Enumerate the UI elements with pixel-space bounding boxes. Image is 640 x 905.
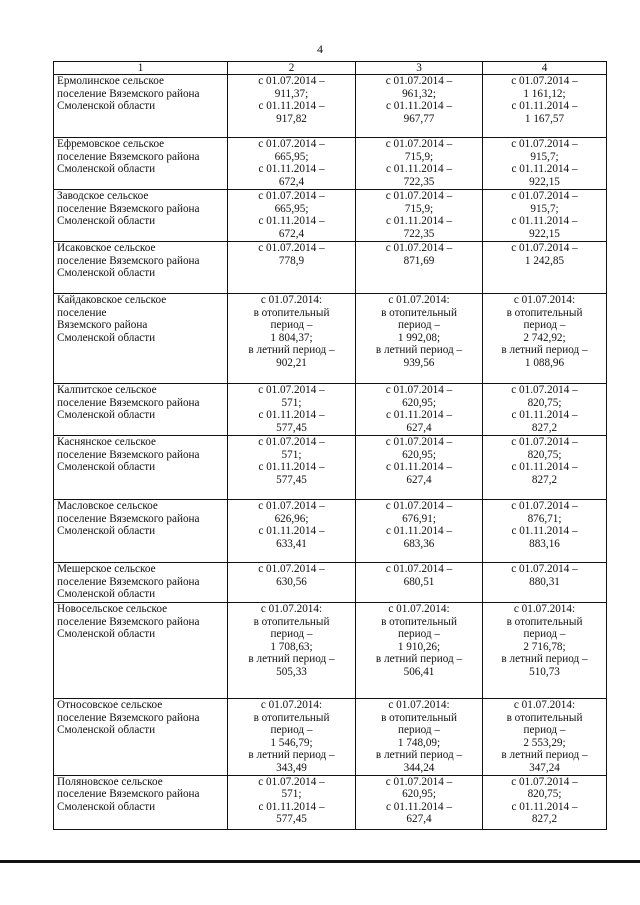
cell-line: Смоленской области [57,724,156,737]
cell-line: с 01.11.2014 – [385,409,453,422]
tariff-cell-col2 [228,563,356,603]
cell-line: 917,82 [276,112,307,125]
cell-line: с 01.07.2014: [260,294,323,306]
cell-line: 627,4 [406,473,432,486]
cell-line: Смоленской области [57,588,156,601]
header-cell-2: 2 [228,62,356,75]
cell-line: 820,75; [527,788,562,801]
cell-line: Каснянское сельское [57,436,156,448]
tariff-cell-col3 [356,563,483,603]
cell-line: 577,45 [276,813,307,826]
cell-line: Смоленской области [57,628,156,641]
cell-line: с 01.07.2014 – [385,138,453,150]
tariff-cell-col4 [483,563,607,603]
cell-line: в летний период – [501,749,588,762]
tariff-cell-col3 [356,699,483,776]
cell-line: 665,95; [274,202,309,215]
tariff-cell-col2 [228,775,356,829]
cell-line: 715,9; [404,150,434,163]
table-body [54,62,607,830]
cell-line: Ефремовское сельское [57,138,165,150]
cell-line: Кайдаковское сельское [57,294,167,306]
tariff-cell-col4 [483,775,607,829]
header-cell-1: 1 [54,62,228,75]
cell-line: 715,9; [404,202,434,215]
cell-line: с 01.11.2014 – [511,163,578,176]
cell-line: в летний период – [375,749,463,762]
cell-line: с 01.11.2014 – [511,409,578,422]
cell-line: с 01.11.2014 – [385,461,453,474]
cell-line: с 01.11.2014 – [511,525,578,538]
cell-line: 820,75; [527,396,562,409]
cell-line: 680,51 [403,575,435,588]
cell-line: 722,35 [403,175,435,188]
cell-line: с 01.07.2014 – [511,242,578,254]
cell-line: с 01.07.2014 – [385,775,453,788]
cell-line: Смоленской области [57,409,156,422]
table-row [54,242,607,294]
cell-line: 1 161,12; [523,87,566,100]
cell-line: 939,56 [403,356,435,369]
table-row [54,190,607,242]
tariff-cell-col3 [356,603,483,699]
cell-line: 922,15 [529,175,560,188]
cell-line: с 01.11.2014 – [258,100,325,113]
cell-line: 620,95; [402,396,436,409]
cell-line: 347,24 [529,761,560,774]
cell-line: 1 167,57 [524,112,565,125]
cell-line: в отопительный [253,615,330,628]
cell-line: 665,95; [274,150,309,163]
cell-line: 722,35 [403,227,435,240]
cell-line: в отопительный [381,615,457,628]
cell-line: с 01.07.2014 – [385,436,453,448]
settlement-name-cell [54,242,228,294]
cell-line: с 01.07.2014 – [258,384,325,396]
cell-line: Мешерское сельское [57,563,156,575]
cell-line: в отопительный [506,615,583,628]
cell-line: 1 242,85 [524,254,565,267]
cell-line: 1 546,79; [270,736,313,749]
cell-line: 571; [281,448,302,461]
cell-line: в отопительный [253,711,330,724]
table-row [54,75,607,138]
cell-line: с 01.07.2014 – [511,138,578,150]
settlement-name-cell [54,138,228,190]
cell-line: в летний период – [248,749,335,762]
cell-line: с 01.11.2014 – [511,215,578,228]
cell-line: Смоленской области [57,461,156,474]
tariff-cell-col4 [483,436,607,500]
cell-line: поселение Вяземского района [57,575,200,588]
settlement-name-cell [54,563,228,603]
cell-line: в отопительный [506,306,583,319]
cell-line: период – [523,628,566,641]
tariff-cell-col2 [228,436,356,500]
cell-line: с 01.07.2014 – [385,563,453,575]
cell-line: 630,56 [276,575,307,588]
cell-line: в летний период – [248,653,335,666]
cell-line: поселение Вяземского района [57,788,200,801]
cell-line: 967,77 [403,112,435,125]
cell-line: с 01.11.2014 – [385,100,453,113]
cell-line: период – [523,724,566,737]
cell-line: 627,4 [406,421,432,434]
cell-line: 672,4 [278,227,305,240]
cell-line: в отопительный [506,711,583,724]
cell-line: с 01.07.2014: [513,603,576,615]
cell-line: в отопительный [381,306,457,319]
cell-line: период – [270,724,313,737]
settlement-name-cell [54,190,228,242]
tariff-cell-col3 [356,138,483,190]
cell-line: с 01.11.2014 – [385,800,453,813]
tariff-cell-col4 [483,699,607,776]
tariff-cell-col4 [483,500,607,563]
cell-line: поселение Вяземского района [57,202,200,215]
cell-line: с 01.07.2014 – [258,500,325,512]
cell-line: 871,69 [403,254,435,267]
cell-line: с 01.11.2014 – [385,215,453,228]
cell-line: в летний период – [501,344,588,357]
cell-line: 506,41 [403,665,435,678]
settlement-name-cell [54,75,228,138]
cell-line: с 01.11.2014 – [385,163,453,176]
settlement-name-cell [54,699,228,776]
cell-line: с 01.07.2014 – [385,190,453,202]
cell-line: поселение Вяземского района [57,396,200,409]
cell-line: 876,71; [527,512,562,525]
cell-line: с 01.07.2014: [260,603,323,615]
page-number: 4 [317,42,323,56]
tariff-table [53,61,607,830]
cell-line: поселение Вяземского района [57,512,200,525]
cell-line: период – [398,628,440,641]
table-row [54,294,607,384]
tariff-cell-col3 [356,294,483,384]
cell-line: с 01.11.2014 – [258,525,325,538]
cell-line: 505,33 [276,665,307,678]
cell-line: с 01.07.2014 – [511,384,578,396]
cell-line: 961,32; [402,87,436,100]
tariff-cell-col2 [228,384,356,436]
cell-line: 627,4 [406,813,432,826]
cell-line: 683,36 [403,537,435,550]
tariff-cell-col2 [228,138,356,190]
cell-line: поселение Вяземского района [57,254,200,267]
cell-line: 778,9 [278,254,305,267]
cell-line: 672,4 [278,175,305,188]
tariff-cell-col4 [483,190,607,242]
tariff-cell-col3 [356,436,483,500]
cell-line: Калпитское сельское [57,384,157,396]
cell-line: поселение Вяземского района [57,87,200,100]
cell-line: период – [398,724,440,737]
cell-line: 1 910,26; [397,640,441,653]
cell-line: Новосельское сельское [57,603,168,615]
tariff-cell-col3 [356,242,483,294]
cell-line: поселение Вяземского района [57,448,200,461]
cell-line: 880,31 [529,575,560,588]
cell-line: 915,7; [530,202,559,215]
cell-line: 1 708,63; [270,640,313,653]
cell-line: 902,21 [276,356,307,369]
cell-line: с 01.07.2014: [388,699,450,711]
cell-line: с 01.07.2014 – [385,500,453,512]
cell-line: с 01.07.2014 – [258,563,325,575]
cell-line: с 01.11.2014 – [385,525,453,538]
cell-line: 344,24 [403,761,435,774]
cell-line: Смоленской области [57,331,156,344]
tariff-cell-col3 [356,384,483,436]
cell-line: с 01.07.2014: [513,699,576,711]
cell-line: 676,91; [402,512,436,525]
cell-line: Масловское сельское [57,500,158,512]
cell-line: с 01.11.2014 – [258,163,325,176]
cell-line: с 01.11.2014 – [511,100,578,113]
cell-line: с 01.07.2014: [513,294,576,306]
table-row [54,384,607,436]
cell-line: с 01.07.2014 – [258,242,325,254]
cell-line: 820,75; [527,448,562,461]
cell-line: 343,49 [276,761,307,774]
table-row [54,775,607,829]
cell-line: с 01.07.2014 – [511,563,578,575]
settlement-name-cell [54,775,228,829]
cell-line: с 01.07.2014 – [258,775,325,788]
cell-line: период – [270,319,313,332]
table-row [54,603,607,699]
table-row [54,138,607,190]
cell-line: Вяземского района [57,319,148,332]
cell-line: с 01.07.2014 – [258,138,325,150]
cell-line: Смоленской области [57,100,156,113]
tariff-cell-col4 [483,384,607,436]
settlement-name-cell [54,500,228,563]
cell-line: в отопительный [381,711,457,724]
cell-line: в летний период – [375,653,463,666]
cell-line: поселение Вяземского района [57,615,200,628]
settlement-name-cell [54,436,228,500]
cell-line: 915,7; [530,150,559,163]
cell-line: период – [398,319,440,332]
tariff-cell-col2 [228,294,356,384]
cell-line: 510,73 [529,665,560,678]
tariff-cell-col2 [228,603,356,699]
cell-line: с 01.07.2014 – [511,75,578,87]
cell-line: 620,95; [402,448,436,461]
cell-line: Смоленской области [57,163,156,176]
cell-line: с 01.07.2014 – [511,190,578,202]
cell-line: 1 748,09; [397,736,441,749]
cell-line: Исаковское сельское [57,242,156,254]
cell-line: 827,2 [531,813,558,826]
cell-line: с 01.07.2014 – [385,75,453,87]
cell-line: с 01.11.2014 – [258,800,325,813]
cell-line: в отопительный [253,306,330,319]
cell-line: 827,2 [531,473,558,486]
table-row [54,699,607,776]
tariff-cell-col4 [483,603,607,699]
table-row [54,500,607,563]
cell-line: 827,2 [531,421,558,434]
cell-line: 577,45 [276,473,307,486]
cell-line: поселение Вяземского района [57,150,200,163]
cell-line: в летний период – [375,344,463,357]
cell-line: 571; [281,396,302,409]
cell-line: 1 804,37; [270,331,313,344]
cell-line: с 01.07.2014 – [258,190,325,202]
cell-line: 2 742,92; [523,331,566,344]
cell-line: Заводское сельское [57,190,149,202]
cell-line: поселение Вяземского района [57,711,200,724]
table-row [54,563,607,603]
cell-line: 620,95; [402,788,436,801]
cell-line: Смоленской области [57,525,156,538]
cell-line: 633,41 [276,537,307,550]
cell-line: с 01.07.2014 – [258,436,325,448]
tariff-cell-col3 [356,775,483,829]
cell-line: в летний период – [248,344,335,357]
cell-line: Смоленской области [57,800,156,813]
settlement-name-cell [54,603,228,699]
cell-line: 2 716,78; [523,640,566,653]
table-row [54,436,607,500]
cell-line: 1 992,08; [397,331,441,344]
cell-line: 922,15 [529,227,560,240]
cell-line: с 01.07.2014 – [511,775,578,788]
cell-line: 883,16 [529,537,560,550]
cell-line: с 01.07.2014: [388,603,450,615]
cell-line: Смоленской области [57,267,156,280]
cell-line: в летний период – [501,653,588,666]
bottom-rule [0,860,640,863]
tariff-cell-col2 [228,190,356,242]
cell-line: 911,37; [274,87,309,100]
cell-line: с 01.11.2014 – [258,215,325,228]
header-cell-3: 3 [356,62,483,75]
cell-line: Смоленской области [57,215,156,228]
tariff-cell-col3 [356,190,483,242]
cell-line: с 01.11.2014 – [258,409,325,422]
cell-line: с 01.07.2014 – [258,75,325,87]
cell-line: Относовское сельское [57,699,163,711]
cell-line: Поляновское сельское [57,775,163,788]
cell-line: Ермолинское сельское [57,75,164,87]
tariff-cell-col3 [356,500,483,563]
cell-line: с 01.07.2014 – [511,500,578,512]
tariff-cell-col3 [356,75,483,138]
cell-line: с 01.07.2014: [260,699,323,711]
cell-line: с 01.07.2014 – [385,384,453,396]
table-header-row [54,62,607,75]
cell-line: 2 553,29; [523,736,566,749]
tariff-cell-col4 [483,138,607,190]
cell-line: с 01.07.2014: [388,294,450,306]
cell-line: поселение [57,306,107,319]
settlement-name-cell [54,294,228,384]
tariff-cell-col4 [483,294,607,384]
tariff-cell-col4 [483,75,607,138]
cell-line: с 01.11.2014 – [258,461,325,474]
cell-line: 577,45 [276,421,307,434]
settlement-name-cell [54,384,228,436]
cell-line: с 01.07.2014 – [385,242,453,254]
cell-line: с 01.11.2014 – [511,800,578,813]
cell-line: 571; [281,788,302,801]
tariff-cell-col4 [483,242,607,294]
cell-line: 1 088,96 [524,356,565,369]
tariff-cell-col2 [228,500,356,563]
cell-line: с 01.11.2014 – [511,461,578,474]
cell-line: период – [270,628,313,641]
tariff-cell-col2 [228,242,356,294]
cell-line: период – [523,319,566,332]
tariff-cell-col2 [228,699,356,776]
header-cell-4: 4 [483,62,607,75]
tariff-cell-col2 [228,75,356,138]
cell-line: 626,96; [274,512,309,525]
cell-line: с 01.07.2014 – [511,436,578,448]
